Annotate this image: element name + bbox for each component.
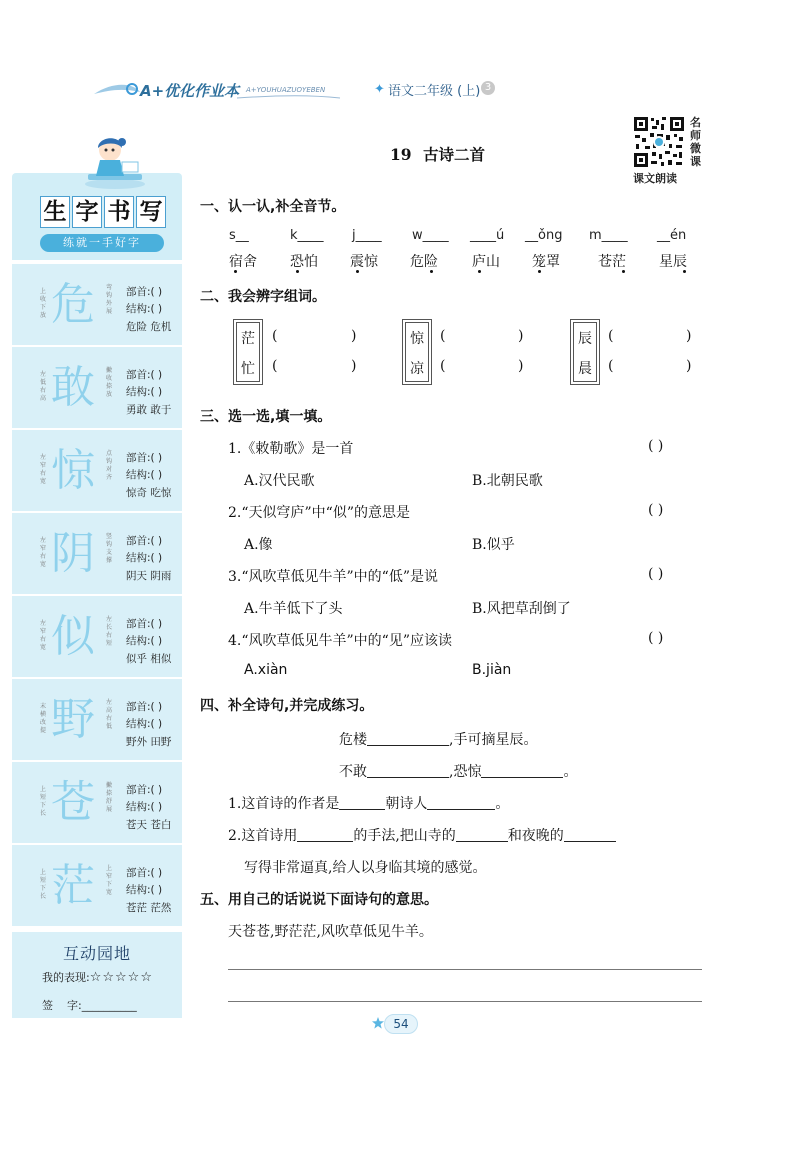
qr-code-icon[interactable]: [633, 116, 685, 168]
question-technique: [228, 825, 616, 845]
pair-char-top: 惊: [410, 331, 424, 347]
vocab-word: 震惊: [350, 254, 378, 270]
question-text: 1.《敕勒歌》是一首: [228, 441, 354, 457]
char-hint-left: 末横改提: [40, 703, 47, 734]
char-hint-left: 上收下放: [40, 288, 47, 319]
sidebar-subtitle: 练就一手好字: [40, 234, 164, 252]
character-list: [12, 264, 182, 928]
emphasis-dot: [296, 270, 299, 273]
question-text: 2.“天似穹庐”中“似”的意思是: [228, 505, 410, 521]
lesson-name: 古诗二首: [422, 145, 485, 164]
poem-line-1: [339, 729, 537, 749]
word-blank-close: ): [351, 358, 357, 374]
sidebar-title-char: 字: [72, 196, 102, 228]
section4-heading: 四、补全诗句,并完成练习。: [200, 698, 374, 714]
pinyin-blank[interactable]: w____: [412, 228, 449, 243]
character-glyph: 野: [51, 694, 95, 745]
radical-field[interactable]: 部首:( ): [126, 452, 163, 464]
grade-label: 语文二年级 (上): [388, 84, 481, 99]
word-blank-open[interactable]: (: [608, 328, 614, 344]
character-row: [12, 430, 182, 513]
emphasis-dot: [538, 270, 541, 273]
option-a[interactable]: A.牛羊低下了头: [244, 601, 343, 617]
pair-char-bottom: 忙: [241, 361, 255, 377]
pinyin-blank[interactable]: s__: [229, 228, 249, 243]
char-hint-left: 左窄右宽: [40, 620, 47, 651]
radical-field[interactable]: 部首:( ): [126, 867, 163, 879]
word-blank-open[interactable]: (: [440, 328, 446, 344]
structure-field[interactable]: 结构:( ): [126, 884, 163, 896]
character-glyph: 危: [51, 279, 95, 330]
emphasis-dot: [622, 270, 625, 273]
emphasis-dot: [478, 270, 481, 273]
character-glyph: 阴: [51, 528, 95, 579]
word-blank-close: ): [351, 328, 357, 344]
rating-stars[interactable]: ☆☆☆☆☆: [89, 970, 153, 985]
character-row: [12, 762, 182, 845]
poet-blank[interactable]: [427, 796, 495, 810]
character-row: [12, 679, 182, 762]
question-text: 的手法,把山寺的: [353, 828, 456, 844]
emphasis-dot: [356, 270, 359, 273]
radical-field[interactable]: 部首:( ): [126, 618, 163, 630]
option-a[interactable]: A.汉代民歌: [244, 473, 315, 489]
sidebar-title-char: 书: [104, 196, 134, 228]
option-a[interactable]: A.xiàn: [244, 662, 288, 678]
poem-line-2: [339, 761, 577, 781]
vocab-word: 宿舍: [229, 254, 257, 270]
pinyin-blank[interactable]: j____: [352, 228, 382, 243]
poem-text: 危楼: [339, 732, 367, 748]
question-text: 朝诗人: [385, 796, 428, 812]
section5-heading: 五、用自己的话说说下面诗句的意思。: [200, 892, 438, 908]
character-row: [12, 347, 182, 430]
emphasis-dot: [683, 270, 686, 273]
char-hint-right: 点钩对齐: [106, 450, 113, 481]
lesson-number: 19: [390, 145, 412, 164]
answer-line[interactable]: [228, 1001, 702, 1002]
structure-field[interactable]: 结构:( ): [126, 386, 163, 398]
sidebar-title: [40, 196, 166, 234]
poem-text: ,手可摘星辰。: [449, 732, 538, 748]
word-blank-close: ): [518, 328, 524, 344]
performance-label: 我的表现:: [42, 971, 90, 984]
char-hint-left: 左窄右宽: [40, 537, 47, 568]
pinyin-blank[interactable]: ____ú: [470, 228, 505, 243]
radical-field[interactable]: 部首:( ): [126, 535, 163, 547]
radical-field[interactable]: 部首:( ): [126, 286, 163, 298]
answer-blank[interactable]: ( ): [648, 438, 664, 454]
pair-char-top: 茫: [241, 331, 255, 347]
question-text: 和夜晚的: [507, 828, 564, 844]
poem-text: 。: [563, 764, 578, 780]
question-text: 。: [495, 796, 510, 812]
question-text: 1.这首诗的作者是: [228, 796, 340, 812]
char-hint-right: 弯钩外展: [106, 284, 113, 315]
qr-side-char: 微: [690, 142, 701, 155]
character-row: [12, 513, 182, 596]
poem-fill-blank[interactable]: [367, 764, 449, 778]
char-hint-right: 上窄下宽: [106, 865, 113, 896]
example-words: 阴天 阴雨: [126, 570, 172, 582]
radical-field[interactable]: 部首:( ): [126, 701, 163, 713]
character-row: [12, 596, 182, 679]
vocab-word: 危险: [410, 254, 438, 270]
word-blank-close: ): [686, 358, 692, 374]
answer-blank[interactable]: ( ): [648, 502, 664, 518]
pinyin-blank[interactable]: k____: [290, 228, 324, 243]
lesson-title: [390, 143, 485, 165]
interaction-title: 互动园地: [62, 944, 131, 963]
character-glyph: 似: [51, 611, 95, 662]
char-hint-right: 左长右短: [106, 616, 113, 647]
feature-blank[interactable]: [456, 828, 508, 842]
structure-field[interactable]: 结构:( ): [126, 303, 163, 315]
signature-input[interactable]: __________: [81, 999, 137, 1012]
answer-blank[interactable]: ( ): [648, 630, 664, 646]
question-text-continued: 写得非常逼真,给人以身临其境的感觉。: [244, 860, 487, 876]
performance-rating: [42, 969, 153, 985]
emphasis-dot: [430, 270, 433, 273]
qr-side-char: 师: [690, 129, 701, 142]
word-blank-close: ): [518, 358, 524, 374]
question-text: 3.“风吹草低见牛羊”中的“低”是说: [228, 569, 438, 585]
word-blank-open[interactable]: (: [272, 328, 278, 344]
qr-side-char: 名: [690, 116, 701, 129]
vocab-word: 星辰: [659, 254, 687, 270]
char-hint-left: 上短下长: [40, 786, 47, 817]
brand-subtitle: A+YOUHUAZUOYEBEN: [246, 86, 326, 94]
vocab-word: 恐怕: [290, 254, 318, 270]
star-icon: ✦: [374, 82, 385, 97]
signature-label: 签 字:: [42, 999, 82, 1012]
char-hint-right: 撇捺舒展: [106, 782, 113, 813]
vocab-word: 笼罩: [532, 254, 560, 270]
sidebar-title-char: 写: [136, 196, 166, 228]
poem-fill-blank[interactable]: [481, 764, 563, 778]
character-row: [12, 845, 182, 928]
poem-quote: 天苍苍,野茫茫,风吹草低见牛羊。: [228, 924, 433, 940]
character-glyph: 苍: [51, 777, 95, 828]
char-hint-right: 左高右低: [106, 699, 113, 730]
sidebar-title-char: 生: [40, 196, 70, 228]
pinyin-blank[interactable]: m____: [589, 228, 628, 243]
structure-field[interactable]: 结构:( ): [126, 718, 163, 730]
volume-badge: 3: [481, 81, 495, 95]
example-words: 惊奇 吃惊: [126, 487, 172, 499]
qr-side-char: 课: [690, 155, 701, 168]
poem-text: ,恐惊: [449, 764, 482, 780]
page-number: 54: [384, 1014, 418, 1034]
structure-field[interactable]: 结构:( ): [126, 552, 163, 564]
section2-heading: 二、我会辨字组词。: [200, 289, 326, 305]
example-words: 似乎 相似: [126, 653, 172, 665]
example-words: 苍天 苍白: [126, 819, 172, 831]
section3-heading: 三、选一选,填一填。: [200, 409, 332, 425]
pair-char-top: 辰: [578, 331, 592, 347]
char-hint-left: 左窄右宽: [40, 454, 47, 485]
signature-line: [42, 997, 137, 1013]
character-glyph: 茫: [51, 860, 95, 911]
word-blank-close: ): [686, 328, 692, 344]
example-words: 危险 危机: [126, 321, 172, 333]
option-b[interactable]: B.北朝民歌: [472, 473, 543, 489]
qr-caption: 课文朗读: [633, 172, 677, 185]
char-hint-left: 左低右高: [40, 371, 47, 402]
character-row: [12, 264, 182, 347]
word-blank-open[interactable]: (: [440, 358, 446, 374]
pair-char-bottom: 晨: [578, 361, 592, 377]
char-hint-left: 上短下长: [40, 869, 47, 900]
question-text: 4.“风吹草低见牛羊”中的“见”应该读: [228, 633, 452, 649]
brand-logo: A+优化作业本: [140, 82, 240, 100]
example-words: 苍茫 茫然: [126, 902, 172, 914]
char-hint-right: 竖钩支撑: [106, 533, 113, 564]
option-b[interactable]: B.风把草刮倒了: [472, 601, 571, 617]
mascot-icon: [80, 130, 150, 190]
character-glyph: 敢: [51, 362, 95, 413]
pinyin-blank[interactable]: __én: [657, 228, 687, 243]
example-words: 野外 田野: [126, 736, 172, 748]
question-author: [228, 793, 509, 813]
option-b[interactable]: B.似乎: [472, 537, 515, 553]
example-words: 勇敢 敢于: [126, 404, 172, 416]
structure-field[interactable]: 结构:( ): [126, 469, 163, 481]
option-a[interactable]: A.像: [244, 537, 273, 553]
vocab-word: 庐山: [472, 254, 500, 270]
emphasis-dot: [234, 270, 237, 273]
vocab-word: 苍茫: [598, 254, 626, 270]
structure-field[interactable]: 结构:( ): [126, 801, 163, 813]
feature-blank[interactable]: [564, 828, 616, 842]
page-number-badge: [372, 1012, 432, 1036]
question-text: 2.这首诗用: [228, 828, 298, 844]
dynasty-blank[interactable]: [339, 796, 385, 810]
pinyin-blank[interactable]: __ǒng: [525, 228, 563, 243]
answer-line[interactable]: [228, 969, 702, 970]
section1-heading: 一、认一认,补全音节。: [200, 199, 346, 215]
star-icon: [372, 1017, 384, 1029]
char-hint-right: 撇收捺放: [106, 367, 113, 398]
word-blank-open[interactable]: (: [272, 358, 278, 374]
answer-blank[interactable]: ( ): [648, 566, 664, 582]
poem-text: 不敢: [339, 764, 367, 780]
option-b[interactable]: B.jiàn: [472, 662, 512, 678]
structure-field[interactable]: 结构:( ): [126, 635, 163, 647]
qr-side-label: [690, 116, 704, 168]
character-glyph: 惊: [51, 445, 95, 496]
radical-field[interactable]: 部首:( ): [126, 784, 163, 796]
radical-field[interactable]: 部首:( ): [126, 369, 163, 381]
technique-blank[interactable]: [297, 828, 353, 842]
poem-fill-blank[interactable]: [367, 732, 449, 746]
word-blank-open[interactable]: (: [608, 358, 614, 374]
pair-char-bottom: 凉: [410, 361, 424, 377]
